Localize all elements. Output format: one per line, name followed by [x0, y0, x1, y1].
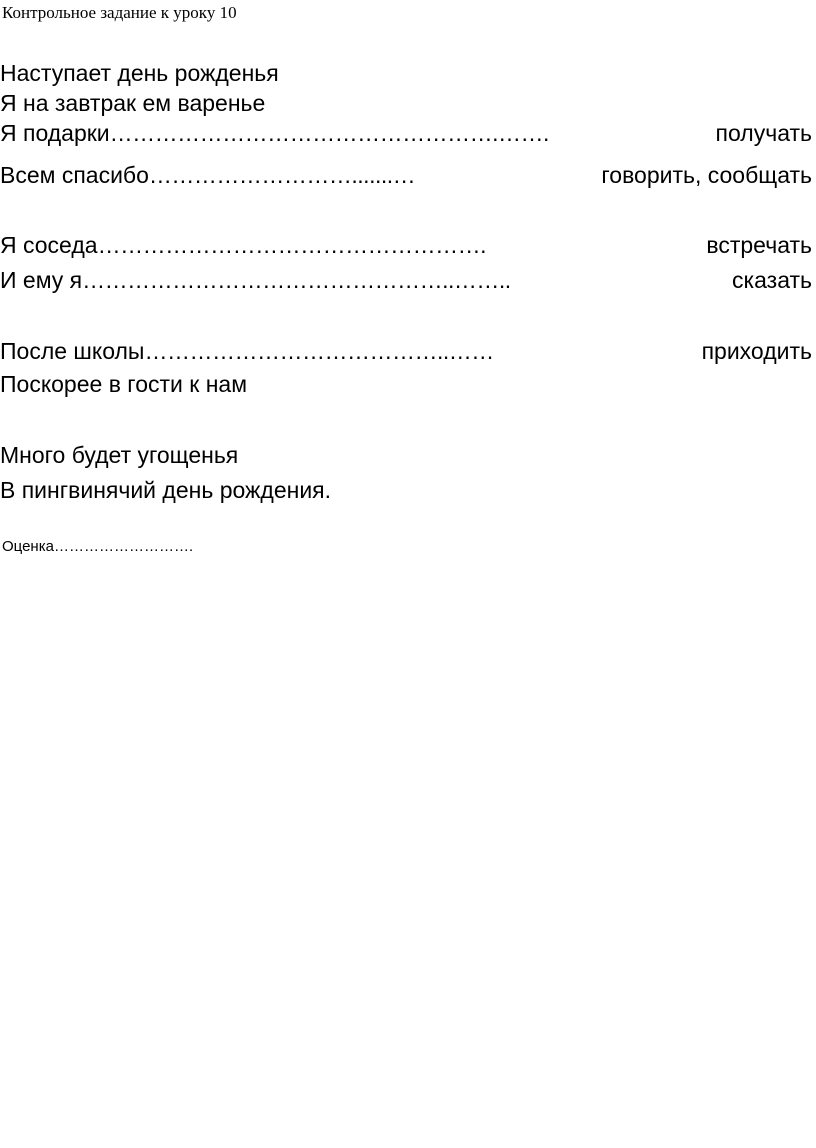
verb-hint: сказать	[732, 267, 812, 293]
line-start-text: Всем спасибо	[0, 162, 149, 188]
blank-dots: ……………………….......…	[148, 162, 416, 188]
poem-line-9: Много будет угощенья	[0, 442, 239, 468]
line-start-text: После школы	[0, 338, 145, 364]
score-label: Оценка……………………….	[2, 538, 194, 555]
poem-line-7	[0, 336, 812, 366]
score-field	[2, 537, 193, 557]
line-start-text: И ему я	[0, 267, 83, 293]
poem-line-8: Поскорее в гости к нам	[0, 371, 248, 397]
blank-dots: …………………………………..……	[144, 338, 494, 364]
blank-dots: …………………………………………….…….	[109, 120, 549, 146]
line-start-text: Я подарки	[0, 120, 110, 146]
verb-hint: получать	[715, 120, 812, 146]
poem-line-6	[0, 265, 812, 295]
line-start-text: Я соседа	[0, 232, 98, 258]
blank-dots: …………………………………………..……..	[82, 267, 511, 293]
poem-line-4	[0, 160, 812, 190]
verb-hint: говорить, сообщать	[601, 162, 812, 188]
page-title: Контрольное задание к уроку 10	[2, 3, 237, 22]
poem-line-5	[0, 230, 812, 260]
poem-line-1: Наступает день рожденья	[0, 60, 279, 86]
poem-line-2: Я на завтрак ем варенье	[0, 90, 266, 116]
verb-hint: встречать	[706, 232, 812, 258]
poem-line-10: В пингвинячий день рождения.	[0, 477, 332, 503]
blank-dots: …………………………………………….	[97, 232, 486, 258]
poem-line-3	[0, 118, 812, 148]
verb-hint: приходить	[701, 338, 812, 364]
